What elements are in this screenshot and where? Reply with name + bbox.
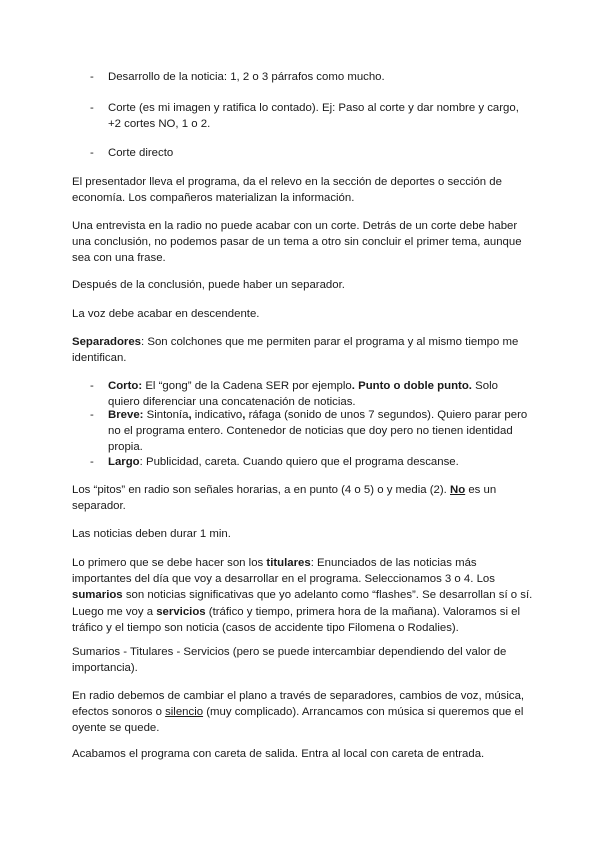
term-sumarios: sumarios (72, 589, 123, 602)
list-item (90, 145, 530, 161)
item-bold-text: , (188, 409, 192, 421)
item-text: Sintonía (143, 409, 189, 421)
list-item-text: Desarrollo de la noticia: 1, 2 o 3 párrafos como mucho. (108, 71, 385, 83)
paragraph-caretas: Acabamos el programa con careta de salida. Entra al local con careta de entrada. (72, 748, 485, 760)
paragraph-text: es un separador. (72, 484, 497, 513)
list-dash: - (90, 71, 94, 83)
item-text: : Publicidad, careta. Cuando quiero que el programa descanse. (139, 456, 459, 468)
term-corto: Corto: (108, 380, 143, 392)
paragraph-titulares (72, 555, 534, 636)
list-dash: - (90, 147, 94, 159)
list-dash: - (90, 456, 94, 468)
paragraph-voz: La voz debe acabar en descendente. (72, 308, 260, 320)
item-text: Solo quiero diferenciar una concatenación de noticias. (108, 380, 498, 409)
paragraph-orden: Sumarios - Titulares - Servicios (pero se puede intercambiar dependiendo del valor de importancia). (72, 646, 507, 675)
item-bold-text: . Punto o doble punto. (351, 380, 472, 392)
list-dash: - (90, 380, 94, 392)
emphasis-no: No (450, 484, 466, 496)
list-dash: - (90, 409, 94, 421)
list-item (90, 407, 530, 456)
item-text: ráfaga (sonido de unos 7 segundos). Quiero parar pero no el programa entero. Contenedor de noticias que doy pero no tienen identidad propia. (108, 409, 528, 454)
item-bold-text: , (242, 409, 246, 421)
term-servicios: servicios (156, 605, 206, 618)
paragraph-text: (tráfico y tiempo, primera hora de la mañana). Valoramos si el tráfico y el tiempo son noticia (casos de accidente tipo Filomena o Rodalies). (72, 605, 521, 634)
list-item-text: Corte directo (108, 147, 174, 159)
underlined-silencio: silencio (165, 706, 204, 719)
paragraph-plano (72, 688, 534, 737)
paragraph-presentador: El presentador lleva el programa, da el relevo en la sección de deportes o sección de economía. Los compañeros materializan la información. (72, 176, 502, 205)
paragraph-duracion: Las noticias deben durar 1 min. (72, 528, 231, 540)
separadores-text: : Son colchones que me permiten parar el programa y al mismo tiempo me identifican. (72, 336, 519, 365)
term-titulares: titulares (266, 557, 311, 569)
paragraph-pitos (72, 482, 534, 514)
paragraph-text: (muy complicado). Arrancamos con música si queremos que el oyente se quede. (72, 706, 524, 735)
list-item-text: Corte (es mi imagen y ratifica lo contado). Ej: Paso al corte y dar nombre y cargo, +2 cortes NO, 1 o 2. (108, 102, 519, 131)
paragraph-conclusion: Después de la conclusión, puede haber un separador. (72, 279, 345, 291)
paragraph-text: son noticias significativas que yo adelanto como “flashes”. Se desarrollan sí o sí. Luego me voy a (72, 589, 533, 618)
list-item (90, 69, 530, 85)
paragraph-entrevista: Una entrevista en la radio no puede acabar con un corte. Detrás de un corte debe haber una conclusión, no podemos pasar de un tema a otro sin concluir el primer tema, aunque sea con una frase. (72, 220, 522, 265)
paragraph-text: Los “pitos” en radio son señales horarias, a en punto (4 o 5) o y media (2). (72, 484, 450, 496)
paragraph-separadores (72, 334, 534, 366)
term-breve: Breve: (108, 409, 144, 421)
list-dash: - (90, 102, 94, 114)
list-item-text (108, 454, 530, 470)
paragraph-text: Lo primero que se debe hacer son los (72, 557, 267, 569)
list-item (90, 378, 530, 410)
term-largo: Largo (108, 456, 140, 468)
item-text: El “gong” de la Cadena SER por ejemplo (142, 380, 352, 392)
item-text: indicativo (191, 409, 243, 421)
list-item (90, 100, 530, 132)
list-item-text (108, 378, 530, 410)
list-item-text (108, 407, 530, 456)
list-item (90, 454, 530, 470)
term-separadores: Separadores (72, 336, 142, 348)
paragraph-text: En radio debemos de cambiar el plano a través de separadores, cambios de voz, música, efectos sonoros o (72, 690, 525, 719)
paragraph-text: : Enunciados de las noticias más importantes del día que voy a desarrollar en el programa. Seleccionamos 3 o 4. Los (72, 557, 495, 586)
